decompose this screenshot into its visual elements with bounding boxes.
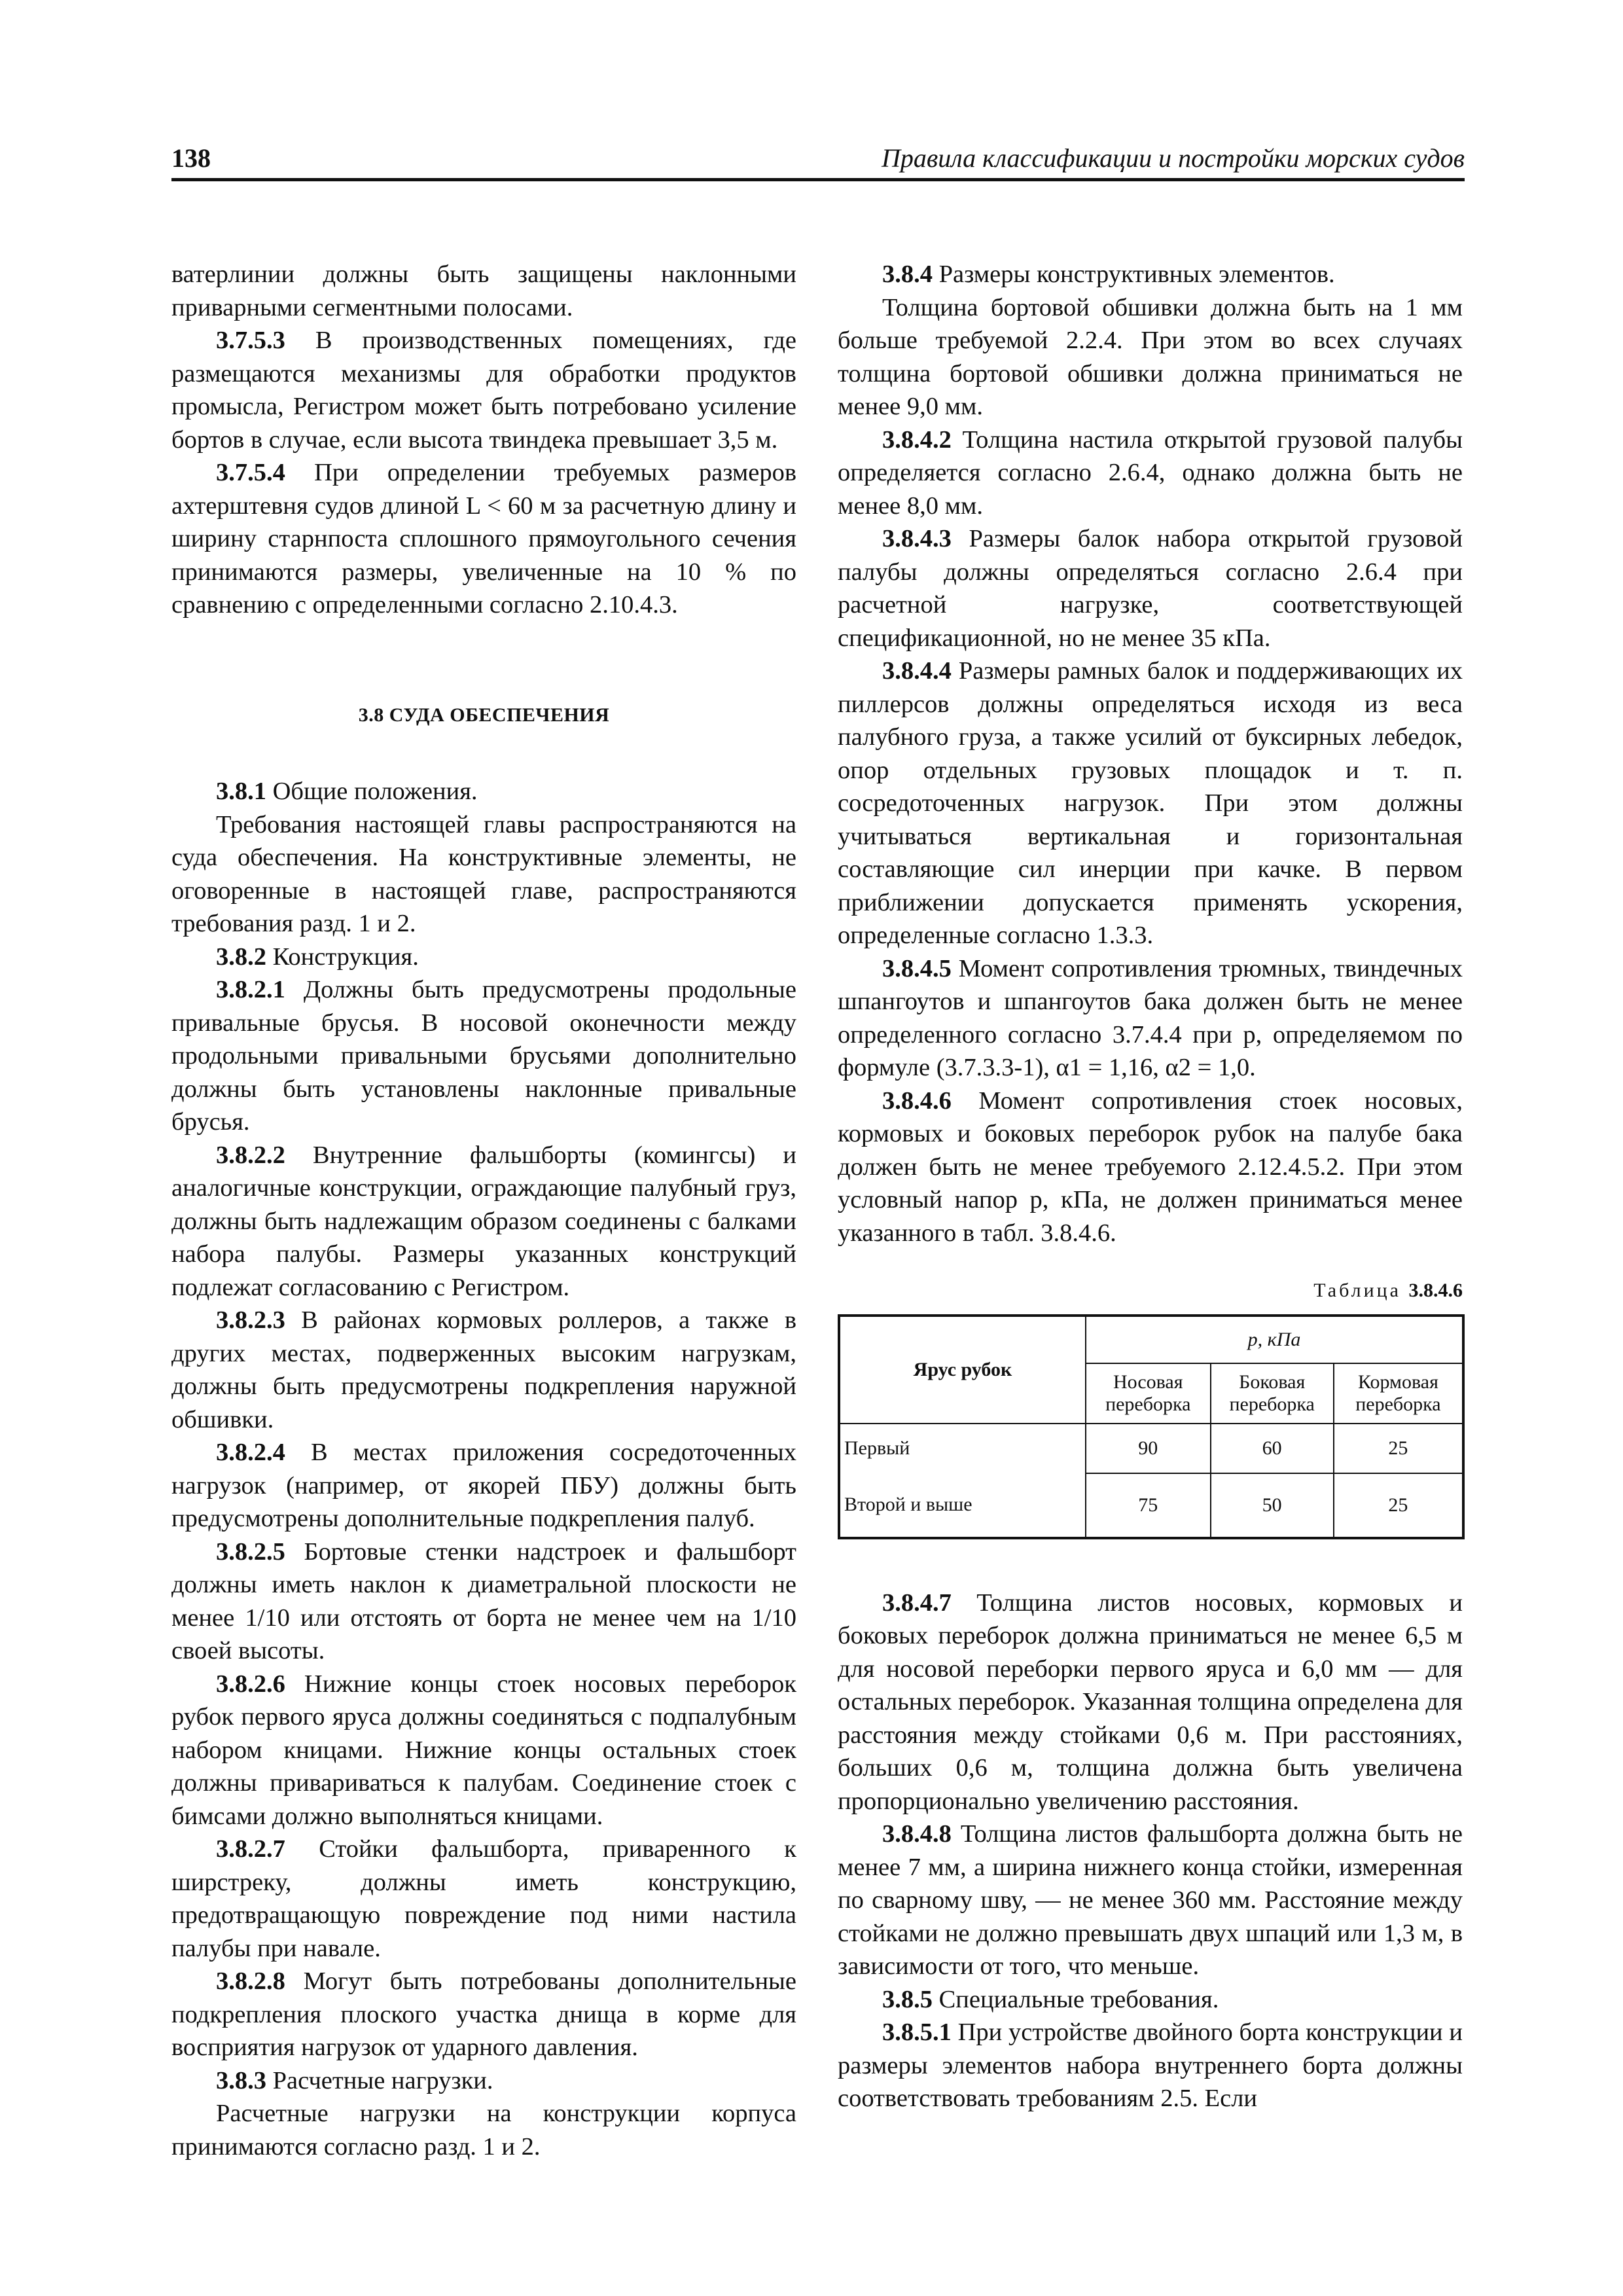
header-rule [171, 178, 1465, 181]
paragraph-3-8-1 [171, 775, 796, 808]
paragraph-3-8-2-3 [171, 1304, 796, 1436]
table-cell-side: 50 [1211, 1473, 1334, 1538]
column-header-tier: Ярус рубок [839, 1316, 1086, 1424]
table-cell-bow: 75 [1086, 1473, 1211, 1538]
clause-number: 3.8.2.2 [216, 1141, 285, 1169]
paragraph-3-8-5-1 [838, 2016, 1463, 2115]
clause-text: Конструкция. [266, 942, 419, 971]
paragraph-3-8-2-4 [171, 1436, 796, 1535]
left-column [171, 258, 796, 2163]
clause-text: Общие положения. [266, 778, 478, 805]
clause-number: 3.8.5.1 [882, 2018, 952, 2046]
table-row [839, 1473, 1463, 1538]
page-number: 138 [171, 143, 211, 173]
deckhouse-pressure-table [838, 1314, 1465, 1539]
clause-text: Специальные требования. [933, 1985, 1219, 2013]
clause-text: При определении требуемых размеров ахтерштевня судов длиной L < 60 м за расчетную длину и ширину старнпоста сплошного прямоугольного сечения принимаются размеры, увеличенные на 10 % по сравнению с определенными согласно 2.10.4.3. [171, 459, 796, 619]
table-header-row [839, 1316, 1463, 1363]
section-title: 3.8 СУДА ОБЕСПЕЧЕНИЯ [358, 704, 610, 726]
paragraph-3-8-4-8 [838, 1818, 1463, 1983]
clause-text: В производственных помещениях, где размещаются механизмы для обработки продуктов промысла, Регистром может быть потребовано усиление бортов в случае, если высота твиндека превышает 3,5 м. [171, 327, 796, 454]
clause-number: 3.8.4.3 [882, 525, 952, 552]
right-column [838, 258, 1463, 2115]
clause-number: 3.8.4.6 [882, 1086, 952, 1115]
paragraph-3-8-4-6 [838, 1085, 1463, 1250]
column-header-bow-bulkhead: Носовая переборка [1086, 1363, 1211, 1424]
clause-text: Внутренние фальшборты (комингсы) и аналогичные конструкции, ограждающие палубный груз, должны быть надлежащим образом соединены с балками набора палубы. Размеры указанных конструкций подлежат согласованию с Регистром. [171, 1141, 796, 1301]
table-caption [838, 1274, 1463, 1308]
table-cell-side: 60 [1211, 1424, 1334, 1473]
clause-text: Могут быть потребованы дополнительные подкрепления плоского участка днища в корме для восприятия нагрузок от ударного давления. [171, 1967, 796, 2061]
clause-number: 3.8.2.6 [216, 1670, 285, 1698]
clause-text: Размеры рамных балок и поддерживающих их пиллерсов должны определяться исходя из веса палубного груза, а также усилий от буксирных лебедок, опор отдельных грузовых площадок и т. п. сосредоточенных нагрузок. При этом должны учитываться вертикальная и горизонтальная составляющие сил инерции при качке. В первом приближении допускается применять ускорения, определенные согласно 1.3.3. [838, 657, 1463, 949]
clause-number: 3.8.5 [882, 1985, 933, 2013]
paragraph-3-8-4-4 [838, 655, 1463, 952]
clause-text: Расчетные нагрузки. [266, 2066, 493, 2094]
clause-number: 3.8.2 [216, 942, 266, 971]
clause-text: В местах приложения сосредоточенных нагрузок (например, от якорей ПБУ) должны быть предусмотрены дополнительные подкрепления палуб. [171, 1439, 796, 1532]
clause-number: 3.8.4.2 [882, 425, 952, 454]
clause-text: Размеры балок набора открытой грузовой палубы должны определяться согласно 2.6.4 при расчетной нагрузке, соответствующей спецификационной, но не менее 35 кПа. [838, 525, 1463, 652]
clause-number: 3.7.5.4 [216, 459, 285, 486]
clause-number: 3.8.4.8 [882, 1820, 952, 1848]
table-caption-word: Таблица [1313, 1280, 1401, 1301]
column-header-aft-bulkhead: Кормовая переборка [1334, 1363, 1463, 1424]
paragraph-3-8-4-5 [838, 952, 1463, 1085]
paragraph-3-7-5-3 [171, 324, 796, 456]
clause-text: Толщина листов носовых, кормовых и боковых переборок должна приниматься не менее 6,5 м для носовой переборки первого яруса и 6,0 мм — для остальных переборок. Указанная толщина определена для расстояния между стойками 0,6 м. При расстояниях, больших 0,6 м, толщина должна быть увеличена пропорционально увеличению расстояния. [838, 1588, 1463, 1815]
clause-number: 3.8.2.8 [216, 1967, 285, 1995]
paragraph-3-8-2-1 [171, 973, 796, 1139]
clause-text: Стойки фальшборта, приваренного к ширстреку, должны иметь конструкцию, предотвращающую повреждение под ними настила палубы при навале. [171, 1835, 796, 1962]
clause-number: 3.8.4.5 [882, 954, 952, 982]
clause-text: Размеры конструктивных элементов. [933, 260, 1335, 288]
paragraph-3-8-2-2 [171, 1139, 796, 1304]
page-header [171, 143, 1465, 179]
clause-text: Момент сопротивления стоек носовых, кормовых и боковых переборок рубок на палубе бака должен быть не менее требуемого 2.12.4.5.2. При этом условный напор p, кПа, не должен приниматься менее указанного в табл. 3.8.4.6. [838, 1086, 1463, 1247]
paragraph-3-8-4-7 [838, 1587, 1463, 1818]
clause-number: 3.8.2.1 [216, 976, 285, 1003]
paragraph-3-8-2-7 [171, 1833, 796, 1965]
clause-text: В районах кормовых роллеров, а также в других местах, подверженных высоким нагрузкам, должны быть предусмотрены подкрепления наружной обшивки. [171, 1306, 796, 1433]
paragraph: ватерлинии должны быть защищены наклонными приварными сегментными полосами. [171, 260, 796, 321]
clause-number: 3.8.4 [882, 260, 933, 288]
paragraph: Расчетные нагрузки на конструкции корпуса принимаются согласно разд. 1 и 2. [171, 2100, 796, 2161]
paragraph-3-7-5-4 [171, 456, 796, 622]
paragraph-3-8-4-3 [838, 522, 1463, 655]
clause-number: 3.8.2.5 [216, 1537, 285, 1566]
clause-text: Нижние концы стоек носовых переборок рубок первого яруса должны соединяться с подпалубным набором кницами. Нижние концы остальных стоек должны привариваться к палубам. Соединение стоек с бимсами должно выполняться кницами. [171, 1670, 796, 1830]
table-cell-tier: Второй и выше [839, 1473, 1086, 1538]
clause-number: 3.8.4.7 [882, 1588, 952, 1617]
clause-text: Толщина настила открытой грузовой палубы определяется согласно 2.6.4, однако должна быть не менее 8,0 мм. [838, 425, 1463, 520]
clause-text: При устройстве двойного борта конструкции и размеры элементов набора внутреннего борта должны соответствовать требованиям 2.5. Если [838, 2018, 1463, 2112]
clause-number: 3.8.4.4 [882, 657, 952, 685]
table-row [839, 1424, 1463, 1473]
paragraph-3-8-4-2 [838, 423, 1463, 523]
paragraph: Требования настоящей главы распространяются на суда обеспечения. На конструктивные элементы, не оговоренные в настоящей главе, распространяются требования разд. 1 и 2. [171, 810, 796, 937]
table-caption-number: 3.8.4.6 [1408, 1280, 1463, 1301]
clause-text: Толщина листов фальшборта должна быть не менее 7 мм, а ширина нижнего конца стойки, измеренная по сварному шву, — не менее 360 мм. Расстояние между стойками не должно превышать двух шпаций или 1,3 м, в зависимости от того, что меньше. [838, 1820, 1463, 1980]
clause-number: 3.8.3 [216, 2066, 266, 2094]
paragraph-3-8-2 [171, 941, 796, 974]
paragraph-3-8-3 [171, 2064, 796, 2098]
paragraph-3-8-2-8 [171, 1965, 796, 2064]
clause-text: Бортовые стенки надстроек и фальшборт должны иметь наклон к диаметральной плоскости не менее 1/10 или отстоять от борта не менее чем на 1/10 своей высоты. [171, 1537, 796, 1664]
clause-number: 3.8.2.4 [216, 1439, 285, 1466]
clause-text: Должны быть предусмотрены продольные привальные брусья. В носовой оконечности между продольными привальными брусьями дополнительно должны быть установлены наклонные привальные брусья. [171, 976, 796, 1136]
paragraph-3-8-2-5 [171, 1535, 796, 1668]
column-header-side-bulkhead: Боковая переборка [1211, 1363, 1334, 1424]
paragraph: Толщина бортовой обшивки должна быть на 1 мм больше требуемой 2.2.4. При этом во всех случаях толщина бортовой обшивки должна приниматься не менее 9,0 мм. [838, 293, 1463, 420]
paragraph-3-8-5 [838, 1983, 1463, 2017]
paragraph-3-8-4 [838, 258, 1463, 291]
clause-number: 3.7.5.3 [216, 327, 285, 354]
clause-number: 3.8.2.7 [216, 1835, 285, 1863]
paragraph-3-8-2-6 [171, 1668, 796, 1833]
table-cell-aft: 25 [1334, 1424, 1463, 1473]
table-cell-aft: 25 [1334, 1473, 1463, 1538]
column-header-pressure: p, кПа [1086, 1316, 1463, 1363]
clause-number: 3.8.2.3 [216, 1306, 285, 1334]
clause-text: Момент сопротивления трюмных, твиндечных шпангоутов и шпангоутов бака должен быть не менее определенного согласно 3.7.4.4 при p, определяемом по формуле (3.7.3.3-1), α1 = 1,16, α2 = 1,0. [838, 954, 1463, 1081]
running-title: Правила классификации и постройки морских судов [881, 143, 1465, 173]
table-cell-tier: Первый [839, 1424, 1086, 1473]
table-cell-bow: 90 [1086, 1424, 1211, 1473]
clause-number: 3.8.1 [216, 778, 266, 805]
